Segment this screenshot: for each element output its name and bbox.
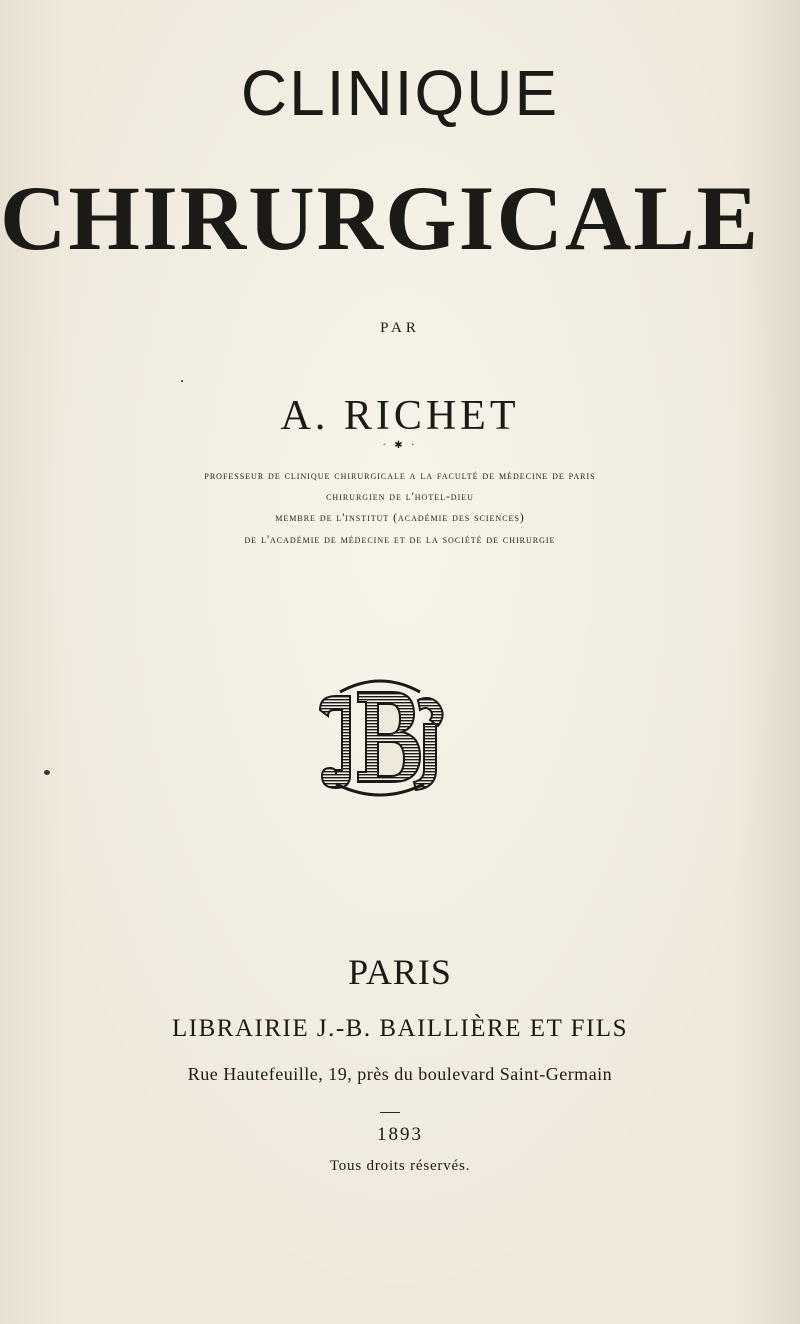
ink-speck (44, 770, 50, 775)
ornament: · ✱ · (382, 440, 418, 451)
rights-notice: Tous droits réservés. (329, 1158, 471, 1174)
publication-year: 1893 (377, 1124, 423, 1145)
credential-line: membre de l'institut (académie des sciences) (275, 512, 525, 524)
title-line-1: CLINIQUE (240, 57, 560, 129)
publisher-address: Rue Hautefeuille, 19, près du boulevard Saint-Germain (187, 1064, 613, 1084)
credential-line: de l'académie de médecine et de la société de chirurgie (244, 534, 556, 546)
credential-line: chirurgien de l'hotel-dieu (326, 491, 474, 503)
divider (380, 1112, 400, 1113)
imprint-city: PARIS (348, 952, 452, 992)
ink-speck (181, 380, 183, 382)
author-name: A. RICHET (280, 393, 520, 439)
publisher-name: LIBRAIRIE J.-B. BAILLIÈRE ET FILS (172, 1015, 628, 1042)
title-line-2: CHIRURGICALE (0, 167, 761, 269)
credential-line: professeur de clinique chirurgicale a la faculté de médecine de paris (204, 470, 596, 482)
by-label: PAR (380, 320, 420, 336)
publisher-monogram-icon (300, 672, 460, 802)
